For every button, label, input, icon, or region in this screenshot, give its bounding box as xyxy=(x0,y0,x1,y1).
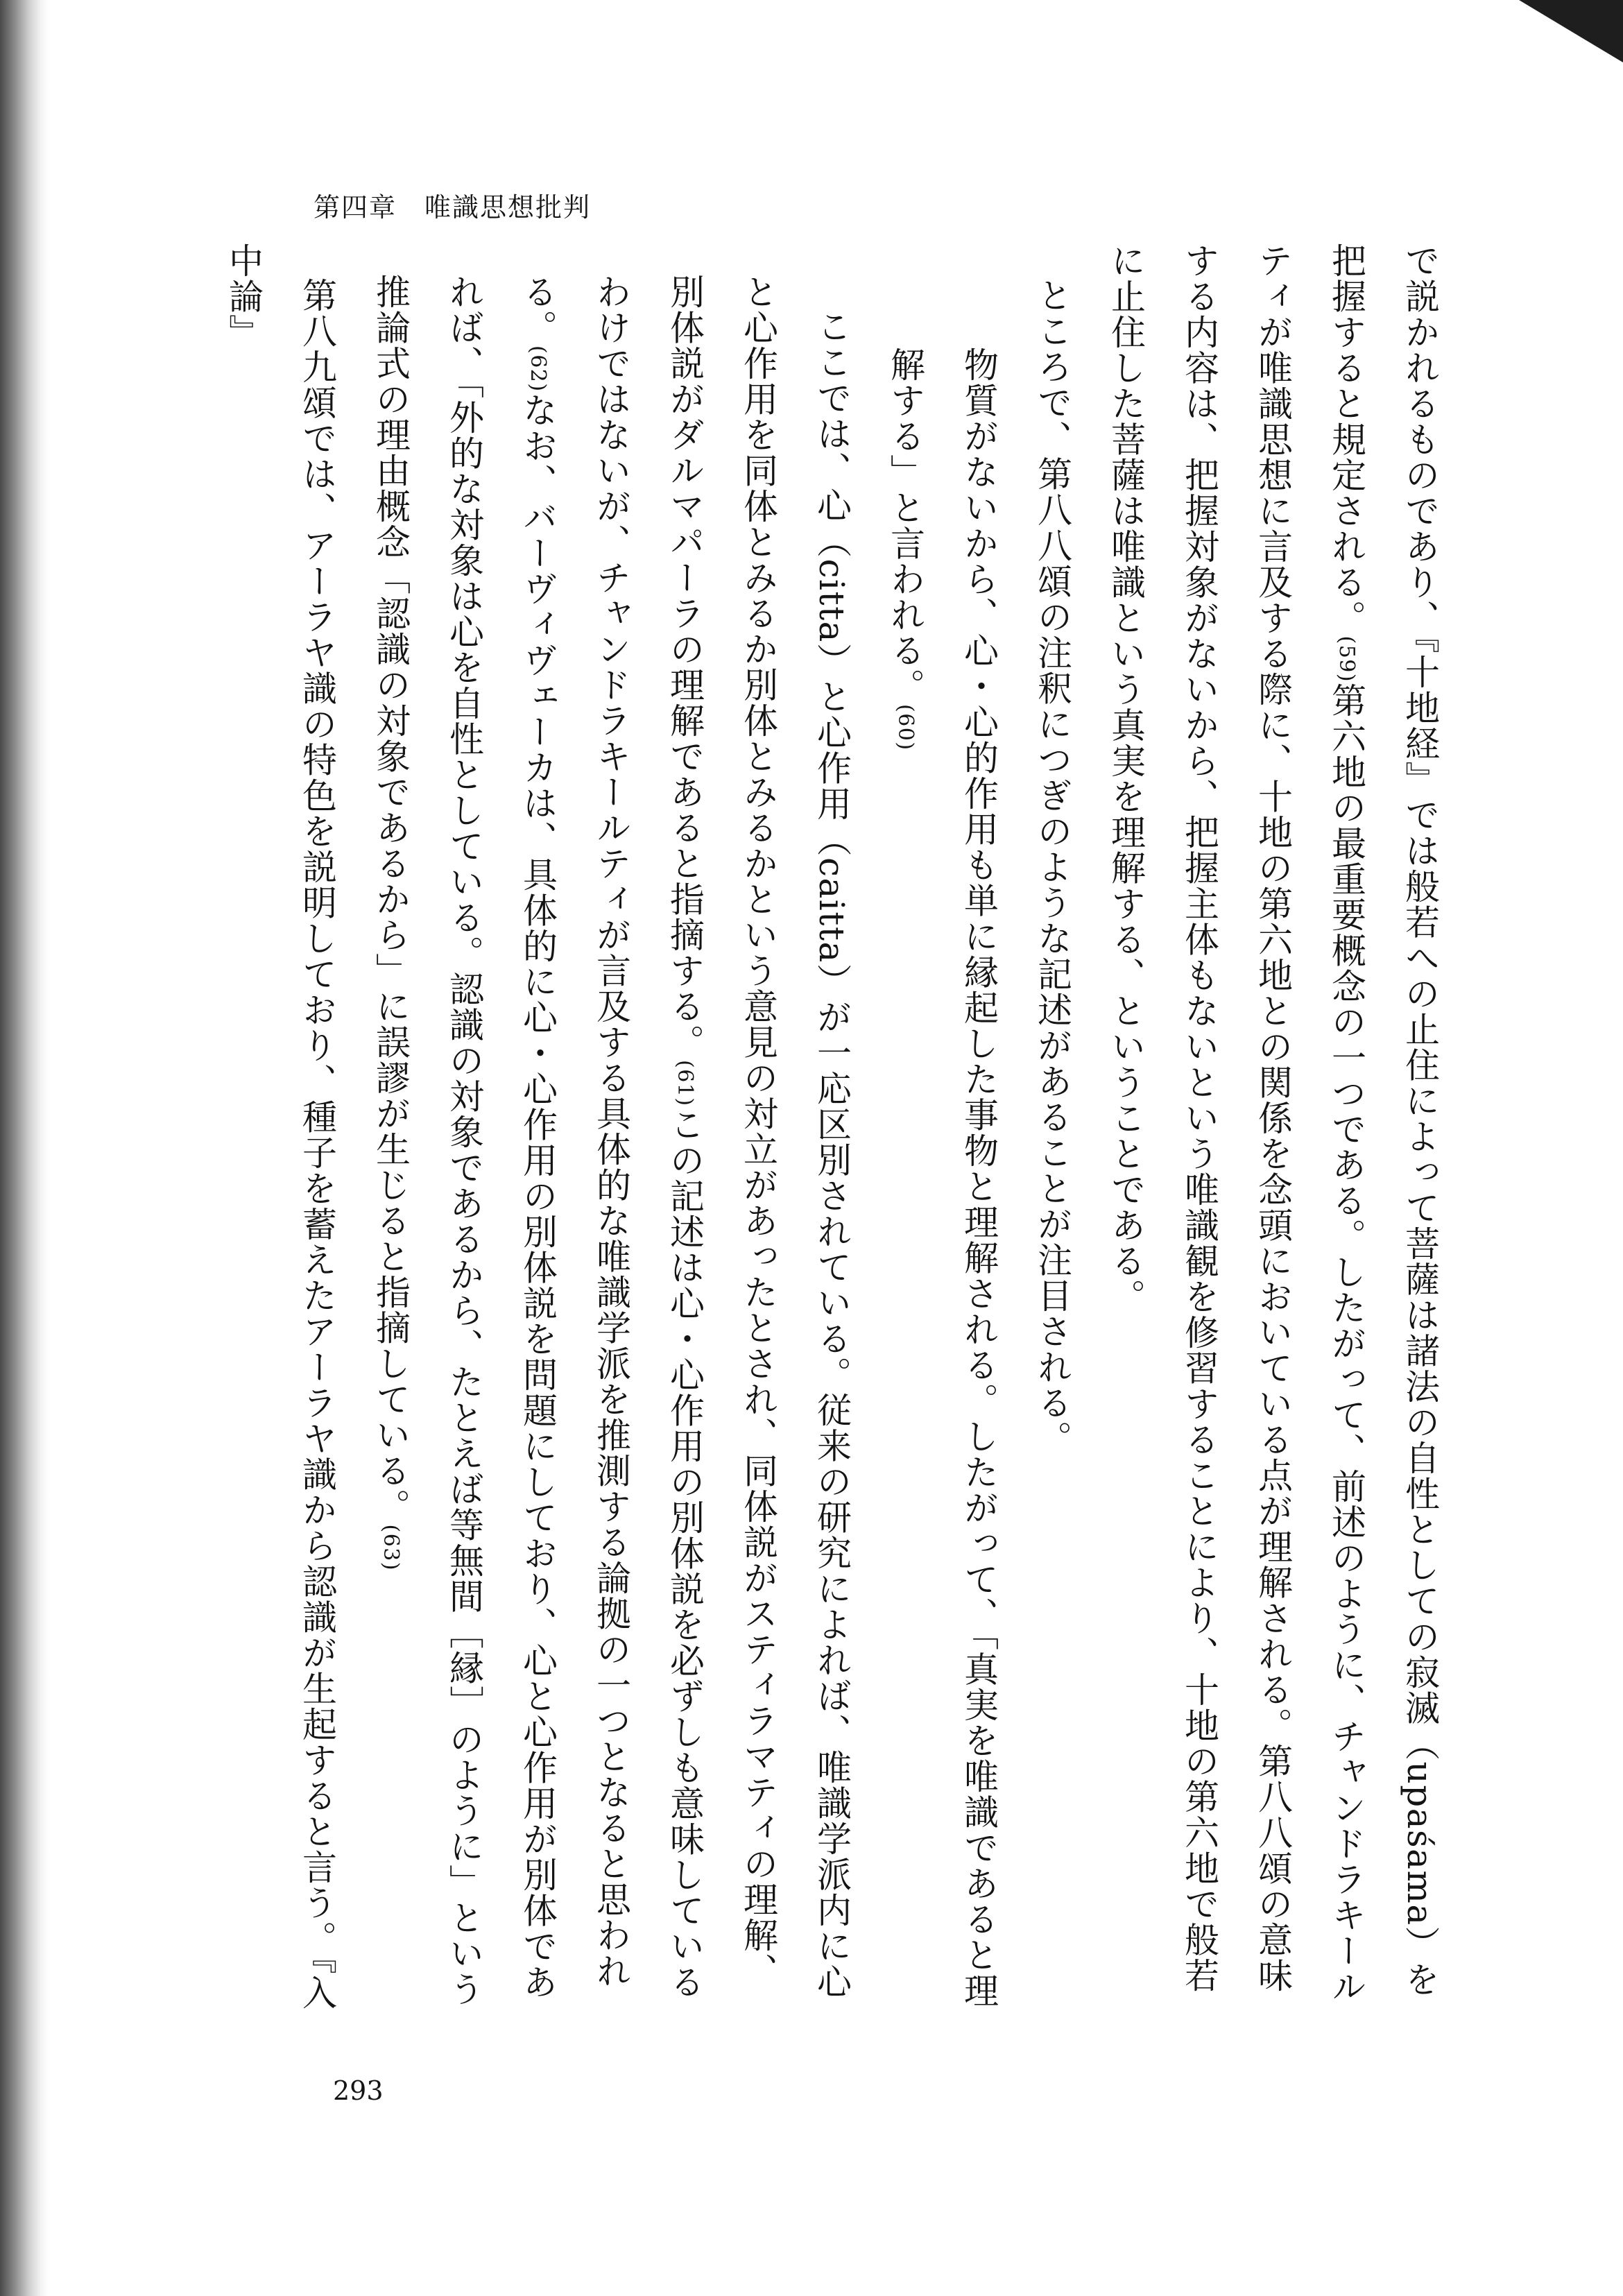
block-quote xyxy=(868,243,1015,2019)
footnote-ref-62: (62) xyxy=(526,345,550,393)
body-text xyxy=(223,243,1457,2019)
scan-page-corner xyxy=(1519,0,1623,62)
paragraph-1-text-b: 第六地の最重要概念の一つである。したがって、前述のように、チャンドラキールティが唯識思想に言及する際に、十地の第六地との関係を念頭においている点が理解される。第八八頌の意味する内容は、把握対象がないから、把握主体もないという唯識観を修習することにより、十地の第六地で般若に止住した菩薩は唯識という真実を理解する、ということである。 xyxy=(1106,243,1366,2005)
paragraph-1 xyxy=(1089,243,1457,2019)
running-head-chapter: 第四章 xyxy=(314,192,397,223)
paragraph-2-text: ところで、第八八頌の注釈につぎのような記述があることが注目される。 xyxy=(1032,277,1072,1457)
running-head xyxy=(314,186,591,224)
footnote-ref-59: (59) xyxy=(1334,635,1359,683)
page-number: 293 xyxy=(333,2075,384,2106)
running-head-title: 唯識思想批判 xyxy=(424,192,592,223)
footnote-ref-60: (60) xyxy=(893,704,918,751)
paragraph-3-text-c: なお、バーヴィヴェーカは、具体的に心・心作用の別体説を問題にしており、心と心作用が別体であれば、「外的な対象は心を自性としている。認識の対象であるから、たとえば等無間［縁］のように」という推論式の理由概念「認識の対象であるから」に誤謬が生じると指摘している。 xyxy=(370,274,558,2007)
block-quote-text: 物質がないから、心・心的作用も単に縁起した事物と理解される。したがって、「真実を唯識であると理解する」と言われる。 xyxy=(885,347,999,2009)
paragraph-3-text-b: この記述は心・心作用の別体説を必ずしも意味しているわけではないが、チャンドラキールティが言及する具体的な唯識学派を推測する論拠の一つとなると思われる。 xyxy=(517,274,705,2001)
footnote-ref-61: (61) xyxy=(673,1060,697,1107)
footnote-ref-63: (63) xyxy=(379,1524,403,1572)
paragraph-2 xyxy=(1015,243,1089,2019)
paragraph-1-text-a: で説かれるものであり、『十地経』では般若への止住によって菩薩は諸法の自性としての寂滅（upaśama）を把握すると規定される。 xyxy=(1326,243,1440,1998)
paragraph-4-text: 第八九頌では、アーラヤ識の特色を説明しており、種子を蓄えたアーラヤ識から認識が生起すると言う。『入中論』 xyxy=(223,243,337,2011)
scan-binding-shadow xyxy=(0,0,49,2296)
paragraph-4 xyxy=(207,243,354,2019)
paragraph-3 xyxy=(354,243,868,2019)
paragraph-3-text-a: ここでは、心（citta）と心作用（caitta）が一応区別されている。従来の研究によれば、唯識学派内に心と心作用を同体とみるか別体とみるかという意見の対立があったとされ、同体説がスティラマティの理解、別体説がダルマパーラの理解であると指摘する。 xyxy=(664,274,852,2000)
